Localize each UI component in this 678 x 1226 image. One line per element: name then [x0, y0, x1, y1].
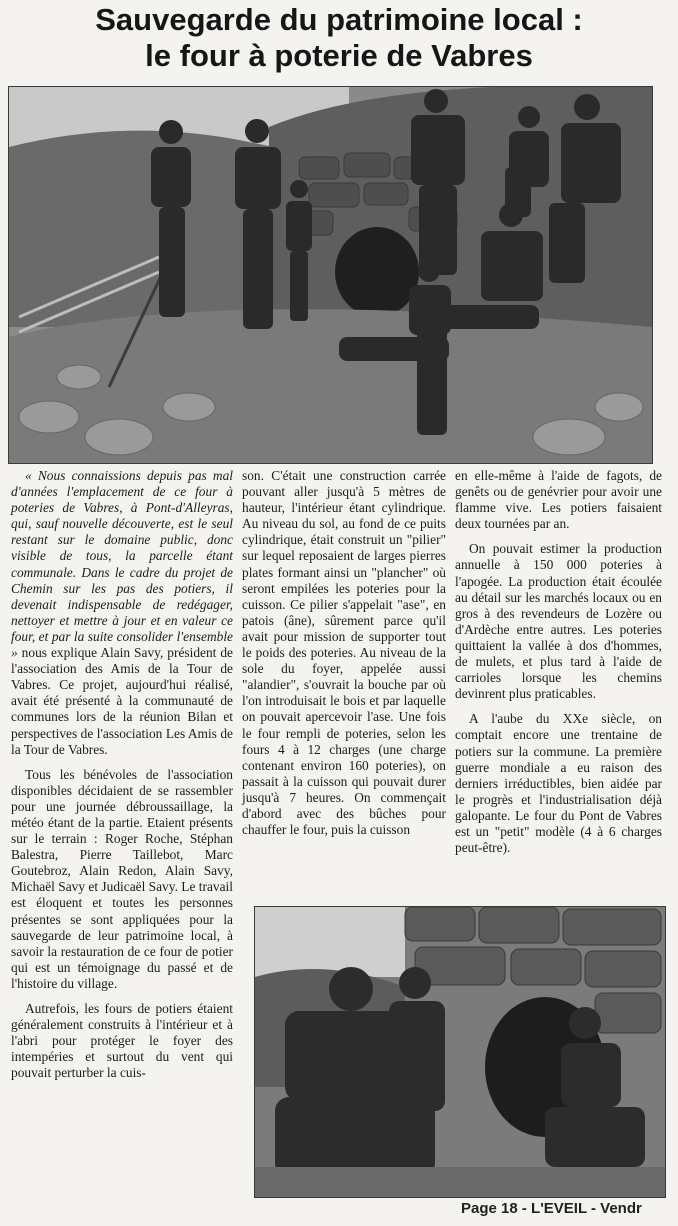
photo-top-group-at-kiln: [8, 86, 653, 464]
page-footer: Page 18 - L'EVEIL - Vendr: [461, 1200, 642, 1217]
headline-line-1: Sauvegarde du patrimoine local :: [95, 2, 583, 37]
photo-top-illustration: [9, 87, 652, 463]
photo-bottom-three-at-kiln: [254, 906, 666, 1198]
intro-quote: « Nous connaissions depuis pas mal d'années l'emplacement de ce four à poteries de Vabres, à Pont-d'Alleyras, qui, sauf nouvelle découverte, est le seul restant sur le domaine public, donc visible de tous, la parcelle étant communale. Dans le cadre du projet de Chemin sur les pas des potiers, il devenait indispensable de redégager, nettoyer et mettre à jour et en valeur ce four, et par la suite consolider l'ensemble »: [11, 468, 233, 661]
production-paragraph: On pouvait estimer la production annuelle à 150 000 poteries à l'apogée. La production était écoulée au détail sur les marchés locaux ou en gros à des revendeurs de Lozère ou d'Ardèche entre autres. Les poteries quittaient la vallée à dos d'hommes, de mulets, et plus tard à l'aide de carrioles lorsque les chemins devinrent plus praticables.: [455, 541, 662, 702]
article-column-2: [242, 468, 446, 838]
photo-bottom-illustration: [255, 907, 665, 1197]
article-column-1: [11, 468, 233, 1081]
history-paragraph-start: Autrefois, les fours de potiers étaient généralement construits à l'intérieur et à l'abri pour protéger le foyer des intempéries et surtout du vent qui pouvait perturber la cuis-: [11, 1001, 233, 1081]
volunteers-paragraph: Tous les bénévoles de l'association disponibles décidaient de se rassembler pour une journée débroussaillage, la météo étant de la partie. Etaient présents sur le terrain : Roger Roche, Stéphan Balestra, Pierre Taillebot, Marc Goutebroz, Alain Redon, Alain Savy, Michaël Savy et Judicaël Savy. Le travail est éloquent et toutes les personnes présentes se sont appliquées pour la sauvegarde de leur patrimoine local, à savoir la restauration de ce four de potier qui est un témoignage du passé et de l'histoire du village.: [11, 766, 233, 991]
intro-attribution: nous explique Alain Savy, président de l'association des Amis de la Tour de Vabres. Ce projet, aujourd'hui réalisé, avait été présenté à la communauté de communes lors de la réunion Bilan et perspectives de l'association Les Amis de la Tour de Vabres.: [11, 645, 233, 757]
article-column-3: [455, 468, 662, 856]
headline-line-2: le four à poterie de Vabres: [145, 38, 533, 73]
headline: [0, 2, 678, 74]
twentieth-century-paragraph: A l'aube du XXe siècle, on comptait encore une trentaine de potiers sur la commune. La première guerre mondiale a eu raison des derniers irréductibles, bien aidée par le progrès et l'industrialisation déjà galopante. Le four du Pont de Vabres est un "petit" modèle (4 à 6 charges peut-être).: [455, 711, 662, 856]
firing-paragraph: en elle-même à l'aide de fagots, de genêts ou de genévrier pour avoir une flamme vive. Les potiers faisaient deux tournées par an.: [455, 468, 662, 532]
kiln-construction-paragraph: son. C'était une construction carrée pouvant aller jusqu'à 5 mètres de hauteur, l'intérieur étant cylindrique. Au niveau du sol, au fond de ce puits cylindrique, était construit un "pilier" sur lequel reposaient de larges pierres plates formant ainsi un "plancher" où seront empilées les poteries pour la cuisson. Ce pilier s'appelait "ase", en patois (âne), sûrement parce qu'il avait pour mission de supporter tout le poids des poteries. Au niveau de la sole du foyer, appelée aussi "alandier", s'ouvrait la bouche par où l'on introduisait le bois et par laquelle on pouvait apercevoir l'ase. Une fois le four rempli de poteries, selon les fours 4 à 12 charges (une charge contenant environ 160 poteries), on passait à la cuisson qui pouvait durer jusqu'à 7 heures. On commençait d'abord avec des bûches pour chauffer le four, puis la cuisson: [242, 468, 446, 838]
intro-paragraph: [11, 468, 233, 758]
